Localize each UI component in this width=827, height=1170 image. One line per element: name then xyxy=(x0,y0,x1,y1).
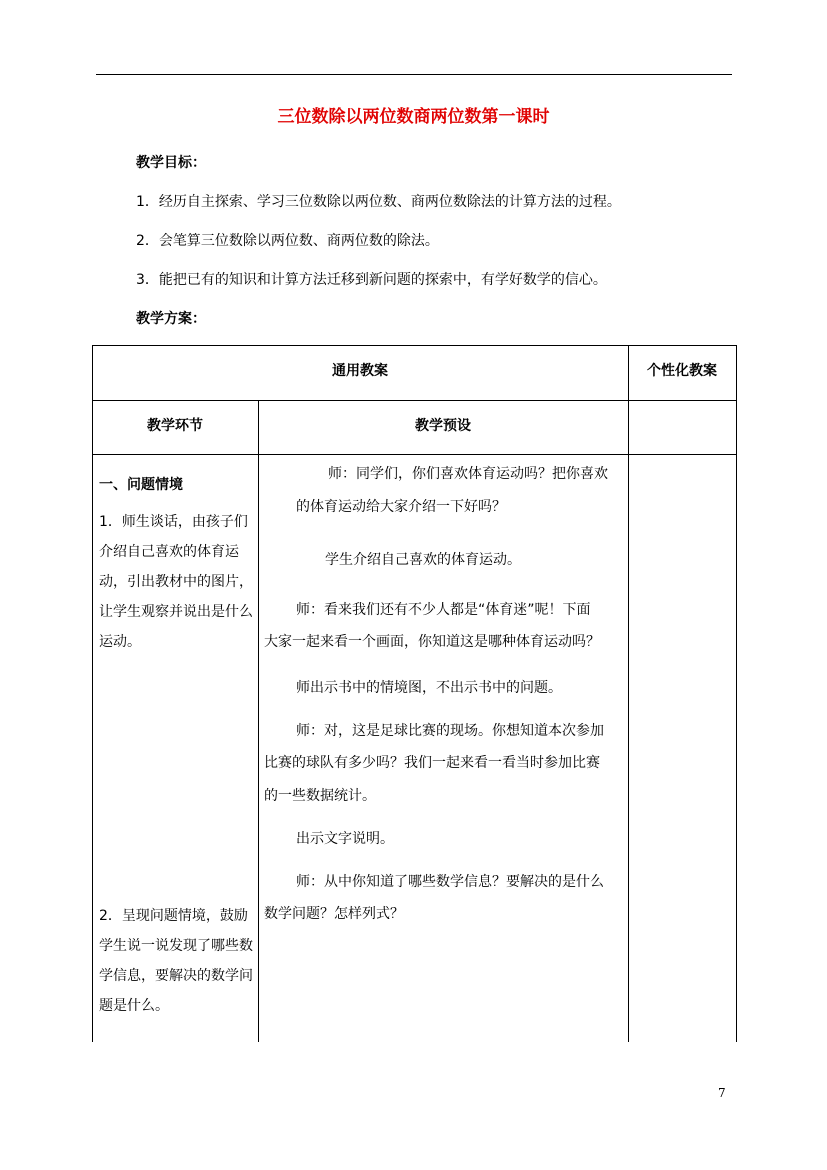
preset-line: 师：同学们，你们喜欢体育运动吗？把你喜欢 xyxy=(328,466,608,482)
table-border-row1 xyxy=(92,400,737,401)
header-rule xyxy=(96,74,732,75)
header-general: 通用教案 xyxy=(332,363,388,379)
preset-line: 的一些数据统计。 xyxy=(264,788,376,804)
table-border-col2 xyxy=(628,345,629,1042)
preset-line: 师：对，这是足球比赛的现场。你想知道本次参加 xyxy=(296,723,604,739)
page-number: 7 xyxy=(718,1086,726,1100)
objective-2: 2．会笔算三位数除以两位数、商两位数的除法。 xyxy=(136,233,439,249)
preset-line: 学生介绍自己喜欢的体育运动。 xyxy=(325,552,521,568)
col-section: 教学环节 xyxy=(147,418,203,434)
preset-line: 师：从中你知道了哪些数学信息？要解决的是什么 xyxy=(296,874,604,890)
document-title: 三位数除以两位数商两位数第一课时 xyxy=(277,107,550,127)
section1-item2: 2．呈现问题情境，鼓励学生说一说发现了哪些数学信息，要解决的数学问题是什么。 xyxy=(99,908,253,1014)
table-border-right xyxy=(736,345,737,1042)
preset-line: 的体育运动给大家介绍一下好吗？ xyxy=(296,499,506,515)
table-border-col1 xyxy=(258,400,259,1042)
preset-line: 大家一起来看一个画面，你知道这是哪种体育运动吗？ xyxy=(264,634,600,650)
section1-item1: 1．师生谈话，由孩子们介绍自己喜欢的体育运动，引出教材中的图片，让学生观察并说出是什么运动。 xyxy=(99,514,253,650)
preset-line: 师：看来我们还有不少人都是“体育迷”呢！下面 xyxy=(296,602,591,618)
table-border-top xyxy=(92,345,737,346)
table-border-left xyxy=(92,345,93,1042)
preset-line: 出示文字说明。 xyxy=(296,831,394,847)
section1-title: 一、问题情境 xyxy=(99,477,183,493)
objective-1: 1．经历自主探索、学习三位数除以两位数、商两位数除法的计算方法的过程。 xyxy=(136,194,621,210)
preset-line: 比赛的球队有多少吗？我们一起来看一看当时参加比赛 xyxy=(264,755,600,771)
preset-line: 数学问题？怎样列式？ xyxy=(264,906,404,922)
objectives-heading: 教学目标： xyxy=(136,155,206,171)
plan-heading: 教学方案： xyxy=(136,311,206,327)
preset-line: 师出示书中的情境图，不出示书中的问题。 xyxy=(296,680,562,696)
table-border-row2 xyxy=(92,454,737,455)
objective-3: 3．能把已有的知识和计算方法迁移到新问题的探索中，有学好数学的信心。 xyxy=(136,272,607,288)
col-preset: 教学预设 xyxy=(415,418,471,434)
header-personal: 个性化教案 xyxy=(647,363,717,379)
